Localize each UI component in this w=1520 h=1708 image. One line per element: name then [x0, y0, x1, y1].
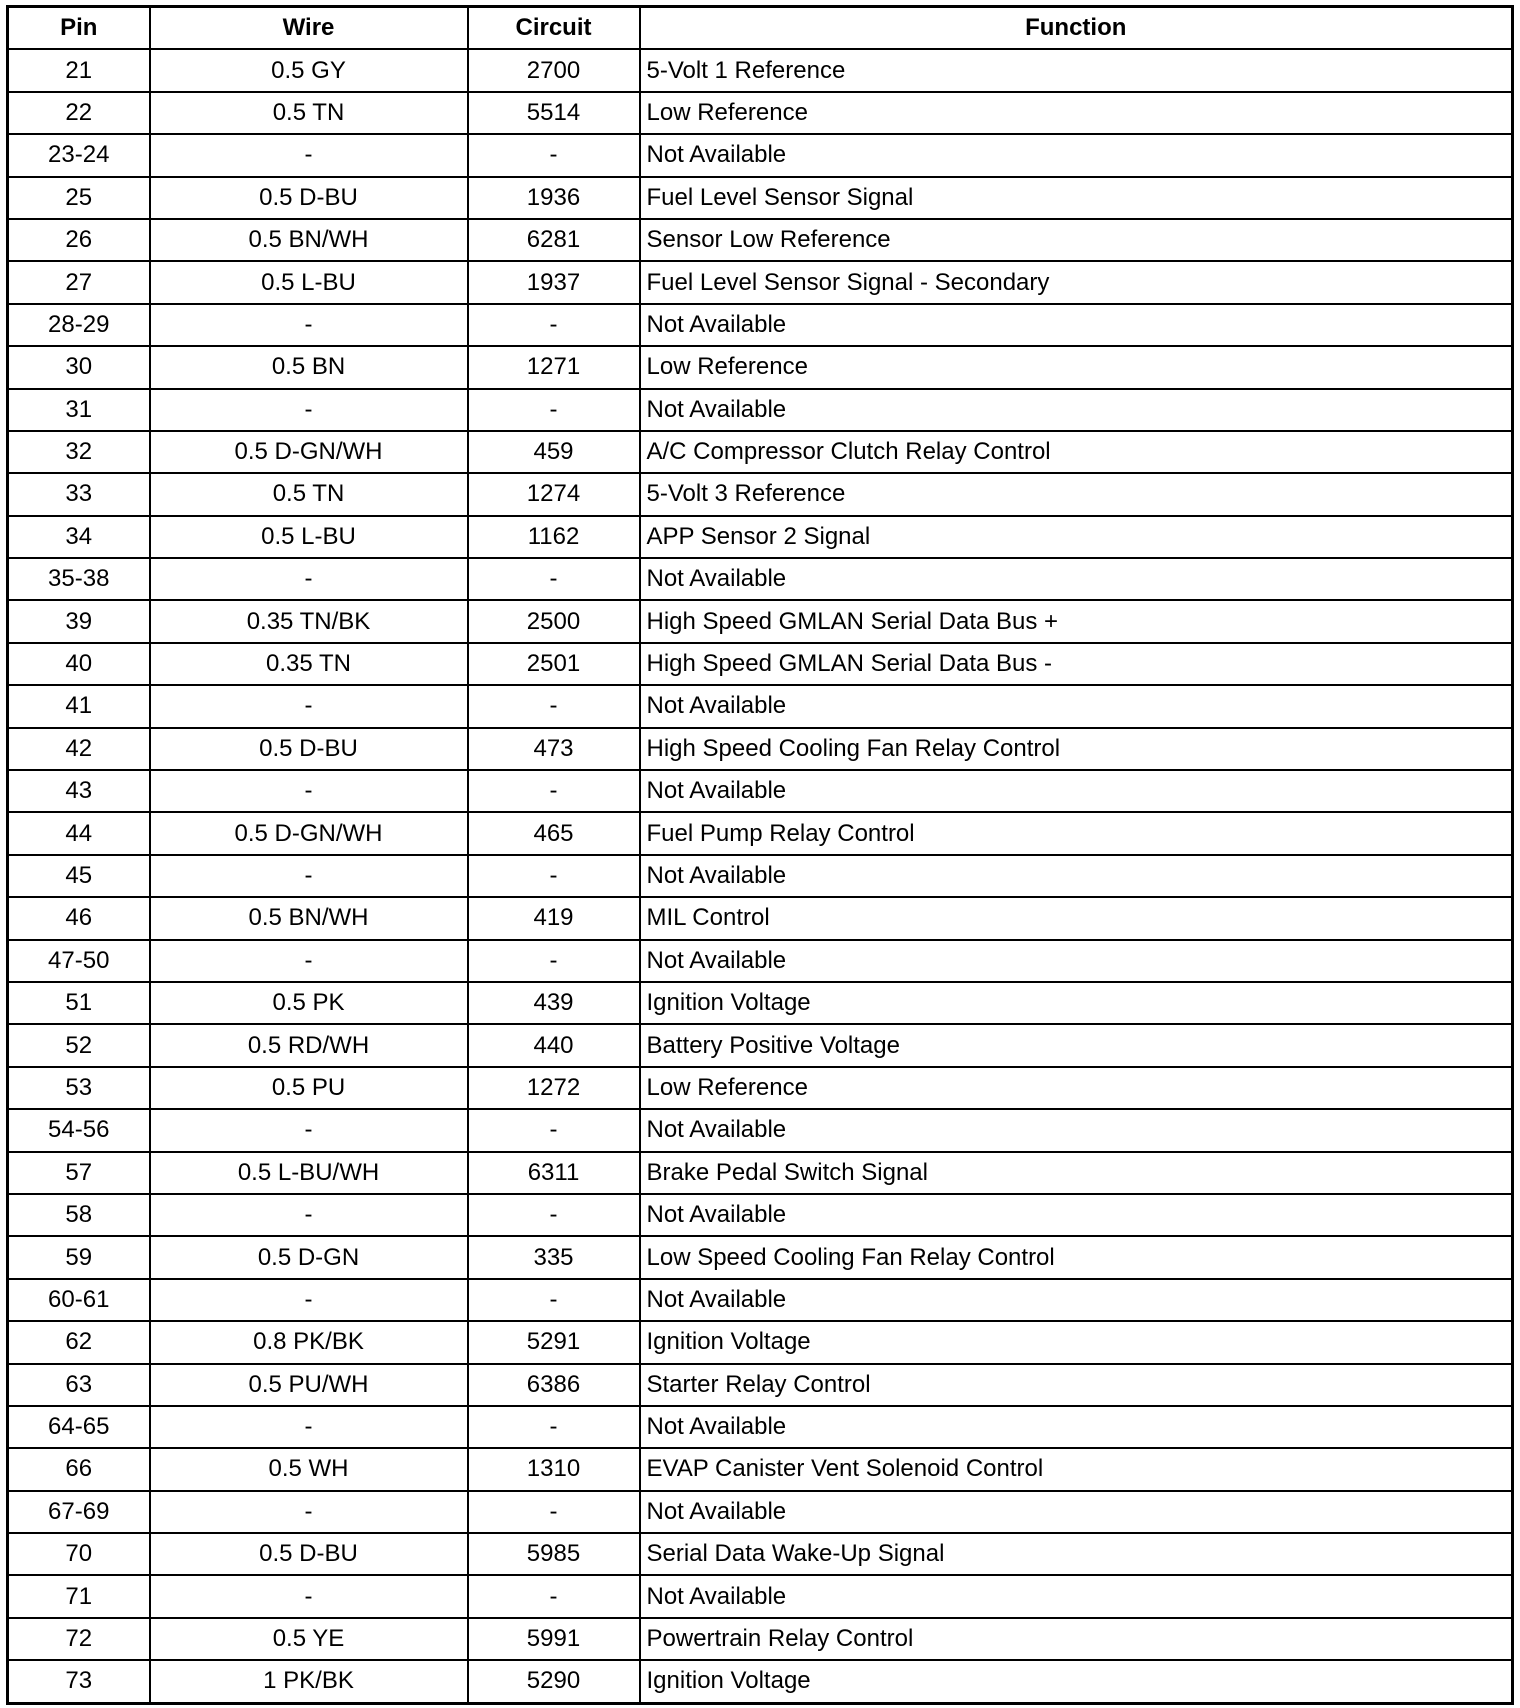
- table-row: [8, 1152, 1513, 1194]
- pin-cell: 25: [8, 177, 150, 219]
- wire-cell: 1 PK/BK: [150, 1660, 468, 1703]
- pin-cell: 40: [8, 643, 150, 685]
- circuit-cell: 335: [468, 1236, 640, 1278]
- header-circuit: Circuit: [468, 7, 640, 50]
- pin-cell: 51: [8, 982, 150, 1024]
- wire-cell: -: [150, 558, 468, 600]
- pin-cell: 45: [8, 855, 150, 897]
- wire-cell: 0.5 GY: [150, 49, 468, 91]
- header-function: Function: [640, 7, 1513, 50]
- wire-cell: 0.5 L-BU: [150, 261, 468, 303]
- function-cell: APP Sensor 2 Signal: [640, 516, 1513, 558]
- function-cell: Ignition Voltage: [640, 982, 1513, 1024]
- function-cell: Not Available: [640, 940, 1513, 982]
- connector-pinout-table: [6, 5, 1514, 1705]
- circuit-cell: 2700: [468, 49, 640, 91]
- function-cell: Starter Relay Control: [640, 1364, 1513, 1406]
- pin-cell: 39: [8, 600, 150, 642]
- function-cell: Ignition Voltage: [640, 1660, 1513, 1703]
- function-cell: Low Speed Cooling Fan Relay Control: [640, 1236, 1513, 1278]
- table-row: [8, 1321, 1513, 1363]
- wire-cell: -: [150, 685, 468, 727]
- table-row: [8, 1491, 1513, 1533]
- function-cell: Sensor Low Reference: [640, 219, 1513, 261]
- table-row: [8, 1406, 1513, 1448]
- table-row: [8, 1024, 1513, 1066]
- wire-cell: 0.35 TN: [150, 643, 468, 685]
- circuit-cell: 419: [468, 897, 640, 939]
- function-cell: High Speed GMLAN Serial Data Bus +: [640, 600, 1513, 642]
- pin-cell: 59: [8, 1236, 150, 1278]
- function-cell: Not Available: [640, 558, 1513, 600]
- table-row: [8, 134, 1513, 176]
- function-cell: Not Available: [640, 685, 1513, 727]
- wire-cell: 0.5 BN/WH: [150, 897, 468, 939]
- circuit-cell: 2501: [468, 643, 640, 685]
- circuit-cell: 440: [468, 1024, 640, 1066]
- wire-cell: 0.5 D-BU: [150, 728, 468, 770]
- circuit-cell: -: [468, 1279, 640, 1321]
- pin-cell: 73: [8, 1660, 150, 1703]
- function-cell: Ignition Voltage: [640, 1321, 1513, 1363]
- function-cell: Not Available: [640, 1491, 1513, 1533]
- table-row: [8, 431, 1513, 473]
- table-row: [8, 1533, 1513, 1575]
- wire-cell: 0.8 PK/BK: [150, 1321, 468, 1363]
- wire-cell: -: [150, 1279, 468, 1321]
- pin-cell: 47-50: [8, 940, 150, 982]
- wire-cell: 0.5 WH: [150, 1448, 468, 1490]
- table-row: [8, 770, 1513, 812]
- pin-cell: 53: [8, 1067, 150, 1109]
- wire-cell: 0.5 L-BU/WH: [150, 1152, 468, 1194]
- function-cell: Not Available: [640, 1279, 1513, 1321]
- wire-cell: -: [150, 1575, 468, 1617]
- table-row: [8, 261, 1513, 303]
- table-row: [8, 643, 1513, 685]
- function-cell: Not Available: [640, 304, 1513, 346]
- circuit-cell: -: [468, 1575, 640, 1617]
- circuit-cell: 1310: [468, 1448, 640, 1490]
- pin-cell: 62: [8, 1321, 150, 1363]
- function-cell: Not Available: [640, 1109, 1513, 1151]
- function-cell: EVAP Canister Vent Solenoid Control: [640, 1448, 1513, 1490]
- pin-cell: 67-69: [8, 1491, 150, 1533]
- table-row: [8, 982, 1513, 1024]
- circuit-cell: 5290: [468, 1660, 640, 1703]
- wire-cell: -: [150, 134, 468, 176]
- pin-cell: 58: [8, 1194, 150, 1236]
- function-cell: MIL Control: [640, 897, 1513, 939]
- circuit-cell: 5985: [468, 1533, 640, 1575]
- function-cell: Low Reference: [640, 92, 1513, 134]
- function-cell: 5-Volt 1 Reference: [640, 49, 1513, 91]
- pin-cell: 43: [8, 770, 150, 812]
- wire-cell: 0.5 PU: [150, 1067, 468, 1109]
- circuit-cell: 439: [468, 982, 640, 1024]
- circuit-cell: -: [468, 1194, 640, 1236]
- table-row: [8, 219, 1513, 261]
- circuit-cell: 5514: [468, 92, 640, 134]
- pin-cell: 31: [8, 389, 150, 431]
- circuit-cell: 473: [468, 728, 640, 770]
- table-row: [8, 92, 1513, 134]
- circuit-cell: 1274: [468, 473, 640, 515]
- pin-cell: 41: [8, 685, 150, 727]
- header-pin: Pin: [8, 7, 150, 50]
- pin-cell: 21: [8, 49, 150, 91]
- wire-cell: 0.5 BN: [150, 346, 468, 388]
- pin-cell: 63: [8, 1364, 150, 1406]
- function-cell: Powertrain Relay Control: [640, 1618, 1513, 1660]
- table-row: [8, 685, 1513, 727]
- wire-cell: 0.5 BN/WH: [150, 219, 468, 261]
- table-row: [8, 1194, 1513, 1236]
- wire-cell: 0.5 TN: [150, 92, 468, 134]
- table-row: [8, 728, 1513, 770]
- wire-cell: 0.5 D-GN: [150, 1236, 468, 1278]
- function-cell: Low Reference: [640, 1067, 1513, 1109]
- wire-cell: 0.5 D-GN/WH: [150, 431, 468, 473]
- function-cell: Fuel Level Sensor Signal - Secondary: [640, 261, 1513, 303]
- table-row: [8, 49, 1513, 91]
- wire-cell: 0.5 D-BU: [150, 1533, 468, 1575]
- wire-cell: 0.5 RD/WH: [150, 1024, 468, 1066]
- circuit-cell: 1162: [468, 516, 640, 558]
- function-cell: Not Available: [640, 1575, 1513, 1617]
- circuit-cell: 2500: [468, 600, 640, 642]
- table-row: [8, 516, 1513, 558]
- circuit-cell: -: [468, 685, 640, 727]
- pin-cell: 71: [8, 1575, 150, 1617]
- function-cell: Not Available: [640, 1406, 1513, 1448]
- function-cell: Not Available: [640, 855, 1513, 897]
- pin-cell: 54-56: [8, 1109, 150, 1151]
- pin-cell: 57: [8, 1152, 150, 1194]
- circuit-cell: -: [468, 1491, 640, 1533]
- table-body: [8, 49, 1513, 1703]
- wire-cell: 0.5 L-BU: [150, 516, 468, 558]
- circuit-cell: -: [468, 940, 640, 982]
- circuit-cell: -: [468, 558, 640, 600]
- function-cell: Not Available: [640, 1194, 1513, 1236]
- table-row: [8, 1279, 1513, 1321]
- pin-cell: 44: [8, 812, 150, 854]
- table-row: [8, 558, 1513, 600]
- table-row: [8, 940, 1513, 982]
- table-row: [8, 304, 1513, 346]
- pin-cell: 34: [8, 516, 150, 558]
- pin-cell: 46: [8, 897, 150, 939]
- function-cell: Not Available: [640, 134, 1513, 176]
- circuit-cell: 6386: [468, 1364, 640, 1406]
- function-cell: Not Available: [640, 770, 1513, 812]
- pin-cell: 32: [8, 431, 150, 473]
- wire-cell: -: [150, 389, 468, 431]
- circuit-cell: 5991: [468, 1618, 640, 1660]
- pin-cell: 42: [8, 728, 150, 770]
- pin-cell: 70: [8, 1533, 150, 1575]
- circuit-cell: 5291: [468, 1321, 640, 1363]
- circuit-cell: 1936: [468, 177, 640, 219]
- function-cell: A/C Compressor Clutch Relay Control: [640, 431, 1513, 473]
- pin-cell: 22: [8, 92, 150, 134]
- pin-cell: 23-24: [8, 134, 150, 176]
- pin-cell: 28-29: [8, 304, 150, 346]
- table-row: [8, 1364, 1513, 1406]
- pin-cell: 52: [8, 1024, 150, 1066]
- table-row: [8, 1236, 1513, 1278]
- pin-cell: 35-38: [8, 558, 150, 600]
- wire-cell: 0.5 TN: [150, 473, 468, 515]
- circuit-cell: -: [468, 1109, 640, 1151]
- function-cell: 5-Volt 3 Reference: [640, 473, 1513, 515]
- wire-cell: 0.5 PK: [150, 982, 468, 1024]
- wire-cell: -: [150, 770, 468, 812]
- function-cell: Serial Data Wake-Up Signal: [640, 1533, 1513, 1575]
- circuit-cell: -: [468, 770, 640, 812]
- circuit-cell: -: [468, 389, 640, 431]
- function-cell: Battery Positive Voltage: [640, 1024, 1513, 1066]
- wire-cell: 0.5 D-GN/WH: [150, 812, 468, 854]
- function-cell: Brake Pedal Switch Signal: [640, 1152, 1513, 1194]
- function-cell: Low Reference: [640, 346, 1513, 388]
- table-row: [8, 600, 1513, 642]
- circuit-cell: 1937: [468, 261, 640, 303]
- wire-cell: 0.5 D-BU: [150, 177, 468, 219]
- circuit-cell: 465: [468, 812, 640, 854]
- wire-cell: -: [150, 1491, 468, 1533]
- wire-cell: -: [150, 304, 468, 346]
- circuit-cell: 6281: [468, 219, 640, 261]
- pin-cell: 66: [8, 1448, 150, 1490]
- circuit-cell: 1271: [468, 346, 640, 388]
- pin-cell: 33: [8, 473, 150, 515]
- function-cell: Fuel Pump Relay Control: [640, 812, 1513, 854]
- circuit-cell: -: [468, 1406, 640, 1448]
- pin-cell: 27: [8, 261, 150, 303]
- circuit-cell: 6311: [468, 1152, 640, 1194]
- circuit-cell: 459: [468, 431, 640, 473]
- wire-cell: -: [150, 940, 468, 982]
- table-row: [8, 1660, 1513, 1703]
- pin-cell: 72: [8, 1618, 150, 1660]
- function-cell: Not Available: [640, 389, 1513, 431]
- table-row: [8, 473, 1513, 515]
- pin-cell: 30: [8, 346, 150, 388]
- wire-cell: -: [150, 1406, 468, 1448]
- table-row: [8, 346, 1513, 388]
- circuit-cell: -: [468, 134, 640, 176]
- table-row: [8, 812, 1513, 854]
- wire-cell: 0.5 PU/WH: [150, 1364, 468, 1406]
- table-row: [8, 177, 1513, 219]
- circuit-cell: 1272: [468, 1067, 640, 1109]
- wire-cell: -: [150, 1194, 468, 1236]
- table-row: [8, 897, 1513, 939]
- table-row: [8, 1067, 1513, 1109]
- wire-cell: 0.5 YE: [150, 1618, 468, 1660]
- table-row: [8, 389, 1513, 431]
- wire-cell: -: [150, 855, 468, 897]
- header-wire: Wire: [150, 7, 468, 50]
- pin-cell: 60-61: [8, 1279, 150, 1321]
- circuit-cell: -: [468, 304, 640, 346]
- function-cell: High Speed GMLAN Serial Data Bus -: [640, 643, 1513, 685]
- pin-cell: 26: [8, 219, 150, 261]
- wire-cell: -: [150, 1109, 468, 1151]
- function-cell: Fuel Level Sensor Signal: [640, 177, 1513, 219]
- table-row: [8, 855, 1513, 897]
- table-row: [8, 1618, 1513, 1660]
- table-row: [8, 1575, 1513, 1617]
- pin-cell: 64-65: [8, 1406, 150, 1448]
- circuit-cell: -: [468, 855, 640, 897]
- function-cell: High Speed Cooling Fan Relay Control: [640, 728, 1513, 770]
- table-header-row: [8, 7, 1513, 50]
- wire-cell: 0.35 TN/BK: [150, 600, 468, 642]
- table-row: [8, 1109, 1513, 1151]
- table-row: [8, 1448, 1513, 1490]
